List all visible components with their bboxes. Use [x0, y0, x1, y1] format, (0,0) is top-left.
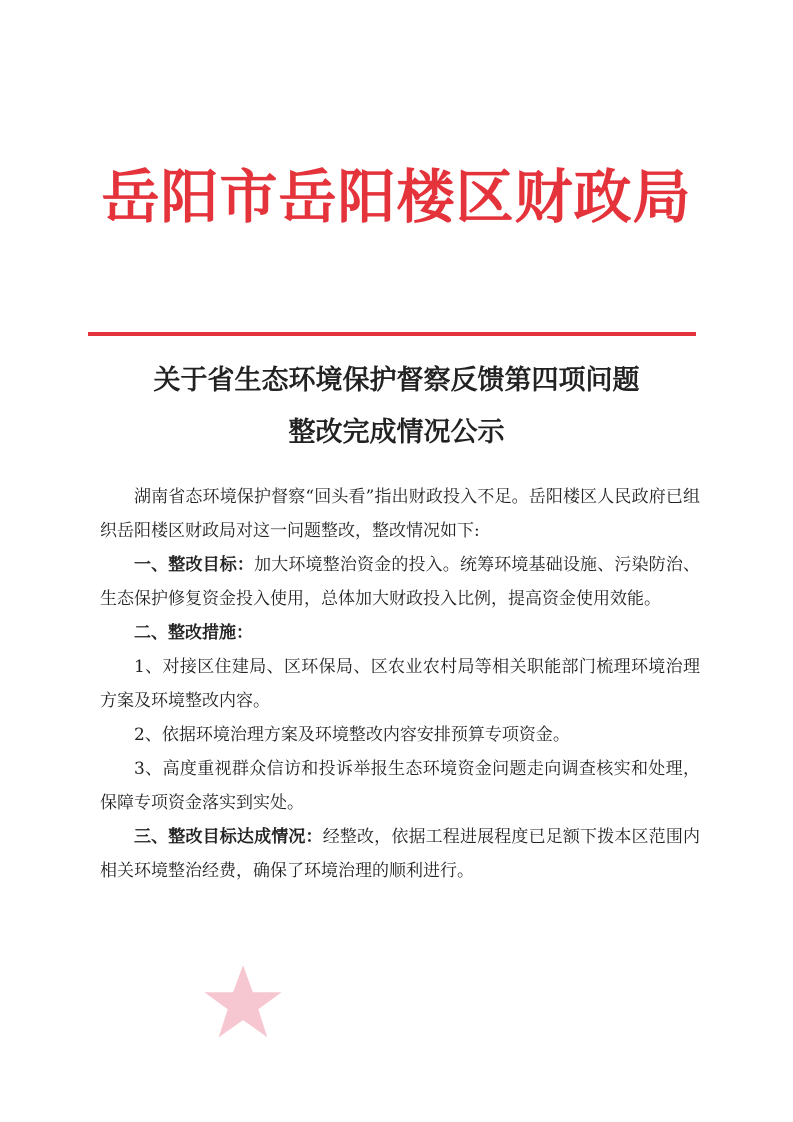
letterhead-divider [88, 332, 696, 336]
measures-heading: 二、整改措施： [134, 623, 253, 643]
document-body [100, 480, 700, 888]
measure-item-3: 3、高度重视群众信访和投诉举报生态环境资金问题走向调查核实和处理，保障专项资金落实到实处。 [100, 759, 700, 813]
result-heading: 三、整改目标达成情况： [134, 827, 323, 847]
goal-heading: 一、整改目标： [134, 555, 255, 575]
notice-title-line2: 整改完成情况公示 [288, 417, 505, 448]
measures-heading-paragraph [100, 616, 700, 650]
result-text: 经整改，依据工程进展程度已足额下拨本区范围内相关环境整治经费，确保了环境治理的顺利进行。 [100, 827, 700, 881]
measure-item-2: 2、依据环境治理方案及环境整改内容安排预算专项资金。 [134, 725, 570, 745]
goal-paragraph [100, 548, 700, 616]
letterhead-title: 岳阳市岳阳楼区财政局 [101, 163, 692, 231]
goal-text: 加大环境整治资金的投入。统筹环境基础设施、污染防治、生态保护修复资金投入使用，总体加大财政投入比例，提高资金使用效能。 [100, 555, 700, 609]
seal-star-icon [198, 958, 288, 1048]
intro-paragraph: 湖南省态环境保护督察“回头看”指出财政投入不足。岳阳楼区人民政府已组织岳阳楼区财政局对这一问题整改，整改情况如下: [100, 487, 700, 541]
notice-title-line1: 关于省生态环境保护督察反馈第四项问题 [153, 365, 640, 396]
result-paragraph [100, 820, 700, 888]
measure-item-1: 1、对接区住建局、区环保局、区农业农村局等相关职能部门梳理环境治理方案及环境整改内容。 [100, 657, 700, 711]
